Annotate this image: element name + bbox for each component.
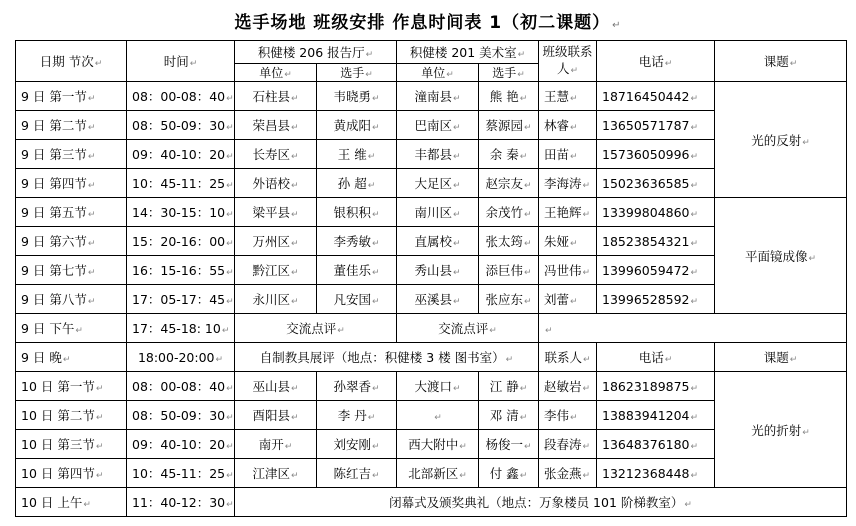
unit-a-cell: 石柱县↵ [235,82,317,111]
player-a-cell: 刘安刚↵ [317,430,397,459]
player-b-cell: 余 秦↵ [479,140,539,169]
review-b-cell: 交流点评↵ [397,314,539,343]
period-cell: 9 日 第五节↵ [16,198,127,227]
phone-cell: 15023636585↵ [597,169,715,198]
contact-cell: 张金燕↵ [539,459,597,488]
header-phone: 电话↵ [597,41,715,82]
phone-cell: 13648376180↵ [597,430,715,459]
topic-header-cell: 课题↵ [715,343,847,372]
time-cell: 16：15-16：55↵ [127,256,235,285]
contact-cell: 冯世伟↵ [539,256,597,285]
contact-cell: 段春涛↵ [539,430,597,459]
time-cell: 08：50-09：30↵ [127,111,235,140]
player-a-cell: 韦晓勇↵ [317,82,397,111]
unit-a-cell: 长寿区↵ [235,140,317,169]
unit-a-cell: 巫山县↵ [235,372,317,401]
player-a-cell: 李 丹↵ [317,401,397,430]
player-b-cell: 赵宗友↵ [479,169,539,198]
review-a-cell: 交流点评↵ [235,314,397,343]
time-cell: 08：00-08：40↵ [127,82,235,111]
period-cell: 9 日 下午↵ [16,314,127,343]
period-cell: 9 日 第六节↵ [16,227,127,256]
header-date-period: 日期 节次↵ [16,41,127,82]
header-venue-a: 积健楼 206 报告厅↵ [235,41,397,64]
contact-cell: 刘蕾↵ [539,285,597,314]
player-b-cell: 添巨伟↵ [479,256,539,285]
unit-b-cell: 潼南县↵ [397,82,479,111]
player-b-cell: 付 鑫↵ [479,459,539,488]
period-cell: 9 日 第二节↵ [16,111,127,140]
contact-cell: 李伟↵ [539,401,597,430]
contact-cell: 李海涛↵ [539,169,597,198]
unit-a-cell: 江津区↵ [235,459,317,488]
closing-event-cell: 闭幕式及颁奖典礼（地点：万象楼员 101 阶梯教室）↵ [235,488,847,517]
closing-row [16,488,847,517]
unit-b-cell: 南川区↵ [397,198,479,227]
time-cell: 14：30-15：10↵ [127,198,235,227]
unit-a-cell: 南开↵ [235,430,317,459]
header-venue-b: 积健楼 201 美术室↵ [397,41,539,64]
player-b-cell: 江 静↵ [479,372,539,401]
topic-cell: 平面镜成像↵ [715,198,847,314]
phone-cell: 18623189875↵ [597,372,715,401]
header-contact: 班级联系人↵ [539,41,597,82]
header-unit-a: 单位↵ [235,64,317,82]
player-a-cell: 王 维↵ [317,140,397,169]
time-cell: 17：45-18: 10↵ [127,314,235,343]
phone-cell: 13399804860↵ [597,198,715,227]
period-cell: 9 日 第七节↵ [16,256,127,285]
contact-header-cell: 联系人↵ [539,343,597,372]
header-topic: 课题↵ [715,41,847,82]
period-cell: 9 日 第八节↵ [16,285,127,314]
unit-a-cell: 万州区↵ [235,227,317,256]
contact-cell: 王慧↵ [539,82,597,111]
contact-cell: 田苗↵ [539,140,597,169]
phone-cell: 13212368448↵ [597,459,715,488]
player-a-cell: 银积积↵ [317,198,397,227]
page-title: 选手场地 班级安排 作息时间表 1（初二课题） ↵ [234,13,622,33]
player-a-cell: 李秀敏↵ [317,227,397,256]
contact-cell: 林睿↵ [539,111,597,140]
header-row [16,41,847,64]
time-cell: 09：40-10：20↵ [127,140,235,169]
phone-cell: 13996059472↵ [597,256,715,285]
unit-b-cell: 巫溪县↵ [397,285,479,314]
time-cell: 08：00-08：40↵ [127,372,235,401]
unit-b-cell: 北部新区↵ [397,459,479,488]
unit-a-cell: 外语校↵ [235,169,317,198]
unit-b-cell: 巴南区↵ [397,111,479,140]
player-b-cell: 杨俊一↵ [479,430,539,459]
unit-b-cell: 西大附中↵ [397,430,479,459]
phone-cell: 15736050996↵ [597,140,715,169]
period-cell: 10 日 上午↵ [16,488,127,517]
player-b-cell: 余茂竹↵ [479,198,539,227]
header-player-b: 选手↵ [479,64,539,82]
table-row [16,82,847,111]
time-cell: 15：20-16：00↵ [127,227,235,256]
player-b-cell: 熊 艳↵ [479,82,539,111]
player-a-cell: 黄成阳↵ [317,111,397,140]
time-cell: 08：50-09：30↵ [127,401,235,430]
header-player-a: 选手↵ [317,64,397,82]
event-cell: 自制教具展评（地点：积健楼 3 楼 图书室）↵ [235,343,539,372]
player-b-cell: 邓 清↵ [479,401,539,430]
player-b-cell: 张应东↵ [479,285,539,314]
phone-cell: 18523854321↵ [597,227,715,256]
contact-cell: 赵敏岩↵ [539,372,597,401]
period-cell: 10 日 第二节↵ [16,401,127,430]
player-a-cell: 董佳乐↵ [317,256,397,285]
player-b-cell: 蔡源园↵ [479,111,539,140]
unit-a-cell: 梁平县↵ [235,198,317,227]
player-a-cell: 陈红吉↵ [317,459,397,488]
time-cell: 17：05-17：45↵ [127,285,235,314]
contact-cell: 朱娅↵ [539,227,597,256]
phone-header-cell: 电话↵ [597,343,715,372]
player-a-cell: 孙翠香↵ [317,372,397,401]
player-b-cell: 张太筠↵ [479,227,539,256]
time-cell: 18:00-20:00↵ [127,343,235,372]
unit-b-cell: 直属校↵ [397,227,479,256]
topic-cell: 光的反射↵ [715,82,847,198]
period-cell: 10 日 第一节↵ [16,372,127,401]
phone-cell: 13996528592↵ [597,285,715,314]
evening-row [16,343,847,372]
schedule-table [15,40,847,517]
period-cell: 10 日 第三节↵ [16,430,127,459]
topic-cell: 光的折射↵ [715,372,847,488]
time-cell: 09：40-10：20↵ [127,430,235,459]
empty-cell: ↵ [539,314,847,343]
afternoon-row [16,314,847,343]
period-cell: 9 日 第三节↵ [16,140,127,169]
unit-b-cell: 大足区↵ [397,169,479,198]
unit-a-cell: 永川区↵ [235,285,317,314]
phone-cell: 13650571787↵ [597,111,715,140]
phone-cell: 13883941204↵ [597,401,715,430]
period-cell: 9 日 第一节↵ [16,82,127,111]
unit-a-cell: 酉阳县↵ [235,401,317,430]
unit-a-cell: 荣昌县↵ [235,111,317,140]
player-a-cell: 凡安国↵ [317,285,397,314]
unit-b-cell: 丰都县↵ [397,140,479,169]
player-a-cell: 孙 超↵ [317,169,397,198]
unit-a-cell: 黔江区↵ [235,256,317,285]
unit-b-cell: 大渡口↵ [397,372,479,401]
contact-cell: 王艳辉↵ [539,198,597,227]
period-cell: 9 日 晚↵ [16,343,127,372]
unit-b-cell: ↵ [397,401,479,430]
table-row [16,372,847,401]
period-cell: 10 日 第四节↵ [16,459,127,488]
phone-cell: 18716450442↵ [597,82,715,111]
period-cell: 9 日 第四节↵ [16,169,127,198]
time-cell: 10：45-11：25↵ [127,459,235,488]
time-cell: 11：40-12：30↵ [127,488,235,517]
table-row [16,198,847,227]
header-time: 时间↵ [127,41,235,82]
header-unit-b: 单位↵ [397,64,479,82]
time-cell: 10：45-11：25↵ [127,169,235,198]
unit-b-cell: 秀山县↵ [397,256,479,285]
